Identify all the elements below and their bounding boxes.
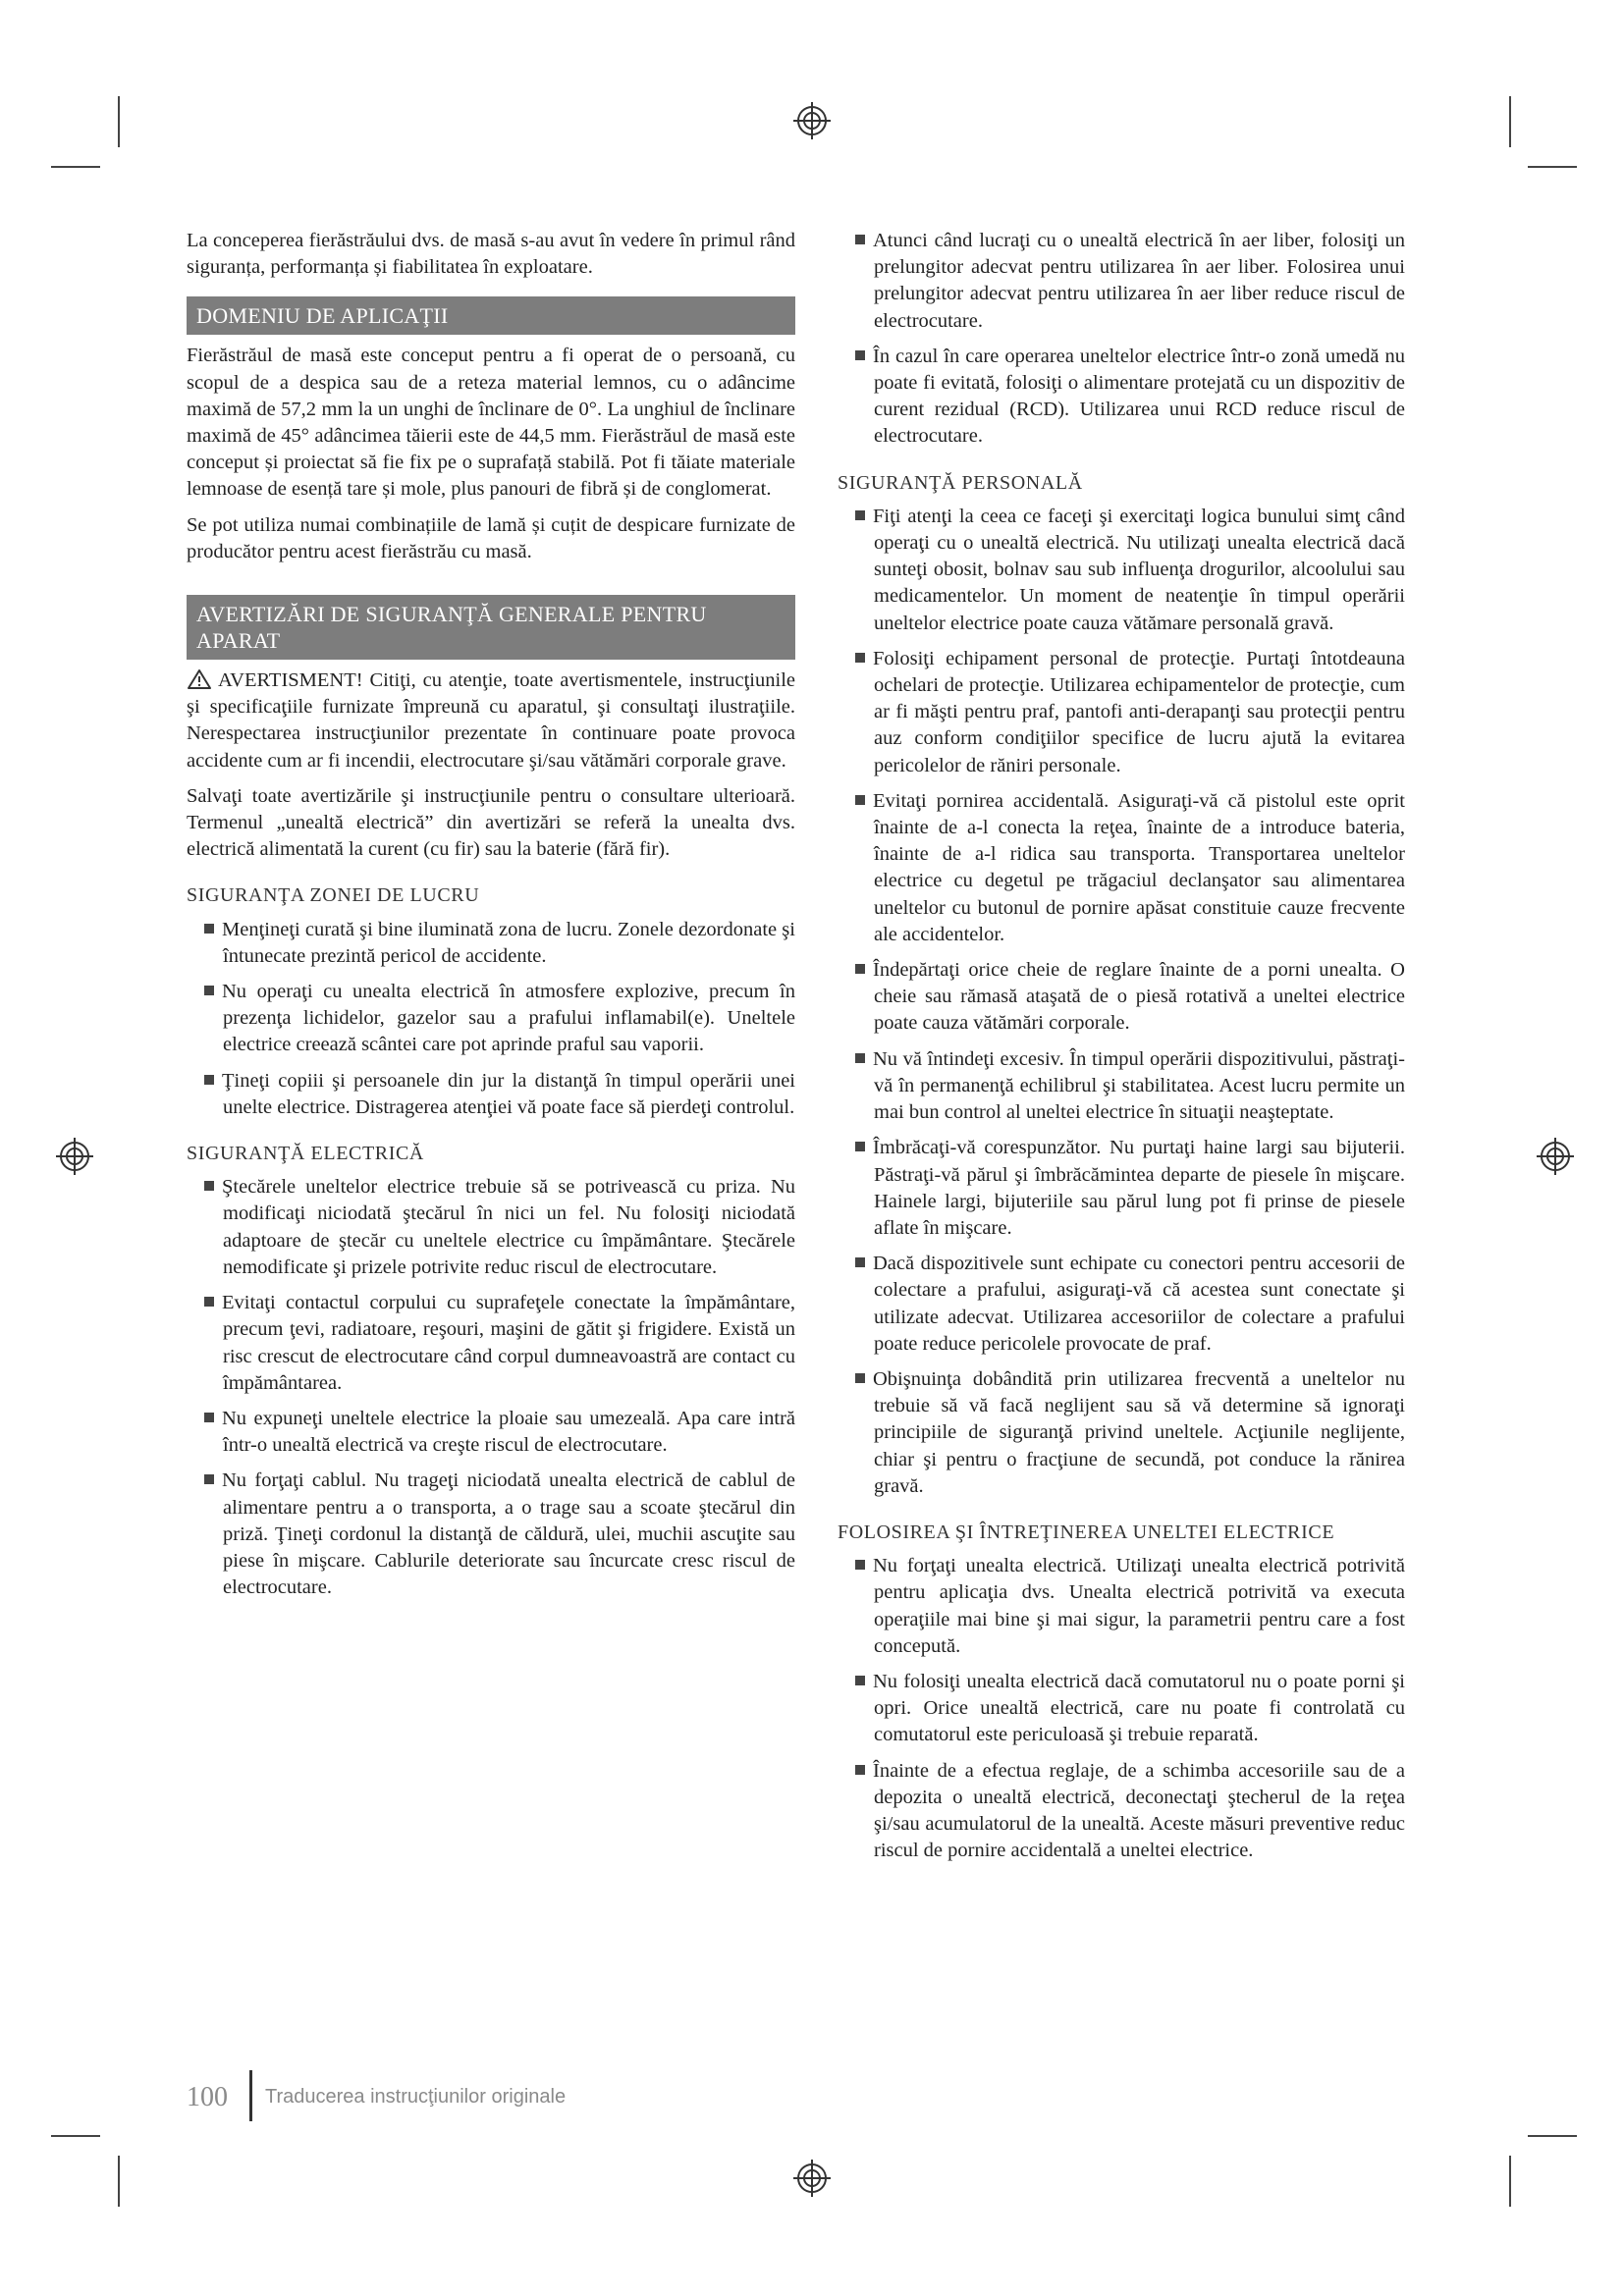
warning-text: AVERTISMENT! Citiţi, cu atenţie, toate avertismentele, instrucţiunile şi specificaţiile furnizate împreună cu aparatul, şi consultaţi ilustraţiile. Nerespectarea instrucţiunilor prezentate în continuare poate provoca accidente cum ar fi incendii, electrocutare şi/sau vătămări corporale grave. — [187, 669, 795, 772]
bullet-square-icon — [855, 235, 865, 244]
intro-paragraph: La conceperea fierăstrăului dvs. de masă s-au avut în vedere în primul rând siguranța, performanța și fiabilitatea în exploatare. — [187, 230, 795, 279]
crop-mark — [1509, 2156, 1511, 2207]
bullet-square-icon — [855, 795, 865, 805]
domain-paragraph-2: Se pot utiliza numai combinațiile de lamă și cuțit de despicare furnizate de producător pentru acest fierăstrău cu masă. — [187, 513, 795, 562]
left-column — [187, 228, 795, 1610]
subheading-tool-use: FOLOSIREA ŞI ÎNTREŢINEREA UNELTEI ELECTRICE — [838, 1521, 1335, 1543]
crop-mark — [118, 96, 120, 147]
list-item: Nu vă întindeţi excesiv. În timpul operării dispozitivului, păstraţi-vă în permanenţă echilibrul şi stabilitatea. Acest lucru permite un mai bun control al uneltei electrice în situaţii neaşteptate. — [838, 1046, 1405, 1127]
bullet-square-icon — [204, 986, 214, 995]
list-item: Fiţi atenţi la ceea ce faceţi şi exercitaţi logica bunului simţ când operaţi cu o unealtă electrică. Nu utilizaţi unealta electrică dacă sunteţi obosit, bolnav sau sub influenţa drogurilor, alcoolului sau medicamentelor. Un moment de neatenţie în timpul operării uneltelor electrice poate cauza vătămare personală gravă. — [838, 504, 1405, 637]
electrical-list-continued — [838, 228, 1405, 451]
section-heading-general-warnings: AVERTIZĂRI DE SIGURANŢĂ GENERALE PENTRU APARAT — [187, 595, 795, 660]
list-item: Folosiţi echipament personal de protecţie. Purtaţi întotdeauna ochelari de protecţie. Utilizarea echipamentelor de protecţie, cum ar fi măşti pentru praf, pantofi anti-derapanţi sau protecţii pentru auz conform condiţiilor specifice de lucru ajută la evitarea pericolelor de răniri personale. — [838, 646, 1405, 779]
bullet-square-icon — [855, 1142, 865, 1151]
footer-divider — [249, 2070, 252, 2121]
subheading-electrical: SIGURANŢĂ ELECTRICĂ — [187, 1143, 424, 1165]
list-item: Atunci când lucraţi cu o unealtă electrică în aer liber, folosiţi un prelungitor adecvat pentru utilizarea în aer liber. Folosirea unui prelungitor adecvat pentru utilizarea în aer liber reduce riscul de electrocutare. — [838, 228, 1405, 335]
registration-mark-icon — [1535, 1136, 1576, 1177]
list-item: Îmbrăcaţi-vă corespunzător. Nu purtaţi haine largi sau bijuterii. Păstraţi-vă părul şi îmbrăcămintea departe de piesele în mişcare. Hainele largi, bijuteriile sau părul lung pot fi prinse de piesele aflate în mişcare. — [838, 1135, 1405, 1242]
bullet-square-icon — [204, 1075, 214, 1085]
bullet-square-icon — [855, 1765, 865, 1775]
bullet-square-icon — [855, 1373, 865, 1383]
list-item: Nu folosiţi unealta electrică dacă comutatorul nu o poate porni şi opri. Orice unealtă electrică, care nu poate fi controlată cu comutatorul este periculoasă şi trebuie reparată. — [838, 1669, 1405, 1749]
work-area-list — [187, 917, 795, 1121]
list-item: Înainte de a efectua reglaje, de a schimba accesoriile sau de a depozita o unealtă electrică, deconectaţi ştecherul de la reţea şi/sau acumulatorul de la unealtă. Aceste măsuri preventive reduc riscul de pornire accidentală a uneltei electrice. — [838, 1758, 1405, 1865]
crop-mark — [51, 166, 100, 168]
right-column — [838, 228, 1405, 1873]
crop-mark — [51, 2135, 100, 2137]
save-instructions-paragraph: Salvaţi toate avertizările şi instrucţiunile pentru o consultare ulterioară. Termenul „unealtă electrică” din avertizări se referă la unealta dvs. electrică alimentată la curent (cu fir) sau la baterie (fără fir). — [187, 784, 795, 861]
personal-safety-list — [838, 504, 1405, 1500]
subheading-personal: SIGURANŢĂ PERSONALĂ — [838, 471, 1083, 494]
registration-mark-icon — [791, 2158, 833, 2199]
bullet-square-icon — [204, 1474, 214, 1484]
list-item: Menţineţi curată şi bine iluminată zona de lucru. Zonele dezordonate şi întunecate prezintă pericol de accidente. — [187, 917, 795, 970]
list-item: Evitaţi contactul corpului cu suprafeţele conectate la împământare, precum ţevi, radiatoare, reşouri, maşini de gătit şi frigidere. Există un risc crescut de electrocutare când corpul dumneavoastră are contact cu împământarea. — [187, 1290, 795, 1397]
list-item: Nu forţaţi cablul. Nu trageţi niciodată unealta electrică de cablul de alimentare pentru a o transporta, a o trage sau a scoate ştecărul din priză. Ţineţi cordonul la distanţă de căldură, ulei, muchii ascuţite sau piese în mişcare. Cablurile deteriorate sau încurcate cresc riscul de electrocutare. — [187, 1468, 795, 1601]
list-item: Ţineţi copiii şi persoanele din jur la distanţă în timpul operării unei unelte electrice. Distragerea atenţiei vă poate face să pierdeţi controlul. — [187, 1068, 795, 1121]
list-item: Nu forţaţi unealta electrică. Utilizaţi unealta electrică potrivită pentru aplicaţia dvs. Unealta electrică potrivită va executa operaţiile mai bine şi mai sigur, la parametrii pentru care a fost concepută. — [838, 1553, 1405, 1660]
registration-mark-icon — [791, 100, 833, 141]
bullet-square-icon — [204, 1413, 214, 1422]
bullet-square-icon — [204, 1297, 214, 1307]
bullet-square-icon — [855, 964, 865, 974]
subheading-work-area: SIGURANŢA ZONEI DE LUCRU — [187, 884, 480, 907]
list-item: Nu operaţi cu unealta electrică în atmosfere explozive, precum în prezenţa lichidelor, gazelor sau a prafului inflamabil(e). Uneltele electrice creează scântei care pot aprinde praful sau vaporii. — [187, 979, 795, 1059]
bullet-square-icon — [855, 653, 865, 663]
footer-text: Traducerea instrucţiunilor originale — [265, 2086, 567, 2108]
crop-mark — [1509, 96, 1511, 147]
list-item: Ştecărele uneltelor electrice trebuie să se potrivească cu priza. Nu modificaţi niciodată ştecărul în nici un fel. Nu folosiţi niciodată adaptoare de ştecăr cu uneltele electrice cu împământare. Ştecărele nemodificate şi prizele potrivite reduc riscul de electrocutare. — [187, 1174, 795, 1281]
page-number: 100 — [187, 2082, 228, 2112]
bullet-square-icon — [204, 1181, 214, 1191]
list-item: Nu expuneţi uneltele electrice la ploaie sau umezeală. Apa care intră într-o unealtă electrică va creşte riscul de electrocutare. — [187, 1406, 795, 1459]
list-item: În cazul în care operarea uneltelor electrice într-o zonă umedă nu poate fi evitată, folosiţi o alimentare protejată cu un dispozitiv de curent rezidual (RCD). Utilizarea unui RCD reduce riscul de electrocutare. — [838, 344, 1405, 451]
bullet-square-icon — [855, 510, 865, 520]
bullet-square-icon — [204, 924, 214, 934]
list-item: Obişnuinţa dobândită prin utilizarea frecventă a uneltelor nu trebuie să vă facă neglijent sau să vă determine să ignoraţi principiile de siguranţă privind uneltele. Acţiunile neglijente, chiar şi pentru o fracţiune de secundă, pot conduce la rănirea gravă. — [838, 1366, 1405, 1500]
crop-mark — [1528, 166, 1577, 168]
warning-paragraph — [187, 667, 795, 774]
bullet-square-icon — [855, 1560, 865, 1570]
list-item: Evitaţi pornirea accidentală. Asiguraţi-vă că pistolul este oprit înainte de a-l conecta la reţea, înainte de a introduce bateria, înainte de a-l ridica sau transporta. Transportarea uneltelor electrice cu degetul pe trăgaciul declanşator sau alimentarea uneltelor cu butonul de pornire apăsat constituie cauze frecvente ale accidentelor. — [838, 788, 1405, 948]
bullet-square-icon — [855, 350, 865, 360]
list-item: Dacă dispozitivele sunt echipate cu conectori pentru accesorii de colectare a prafului, asiguraţi-vă că acestea sunt conectate şi utilizate adecvat. Utilizarea accesoriilor de colectare a prafului poate reduce pericolele provocate de praf. — [838, 1251, 1405, 1358]
list-item: Îndepărtaţi orice cheie de reglare înainte de a porni unealta. O cheie sau rămasă ataşată de o piesă rotativă a uneltei electrice poate cauza vătămări corporale. — [838, 957, 1405, 1038]
domain-paragraph: Fierăstrăul de masă este conceput pentru a fi operat de o persoană, cu scopul de a despica sau de a reteza material lemnos, cu o adâncime maximă de 57,2 mm la un unghi de înclinare de 0°. La unghiul de înclinare maximă de 45° adâncimea tăierii este de 44,5 mm. Fierăstrăul de masă este conceput și proiectat să fie fix pe o suprafață stabilă. Pot fi tăiate materiale lemnoase de esență tare și mole, plus panouri de fibră și de conglomerat. — [187, 345, 795, 501]
tool-use-list — [838, 1553, 1405, 1864]
bullet-square-icon — [855, 1676, 865, 1685]
registration-mark-icon — [54, 1136, 95, 1177]
bullet-square-icon — [855, 1257, 865, 1267]
crop-mark — [1528, 2135, 1577, 2137]
crop-mark — [118, 2156, 120, 2207]
warning-triangle-icon — [187, 668, 212, 690]
electrical-list — [187, 1174, 795, 1601]
bullet-square-icon — [855, 1053, 865, 1063]
section-heading-domain: DOMENIU DE APLICAŢII — [187, 296, 795, 335]
